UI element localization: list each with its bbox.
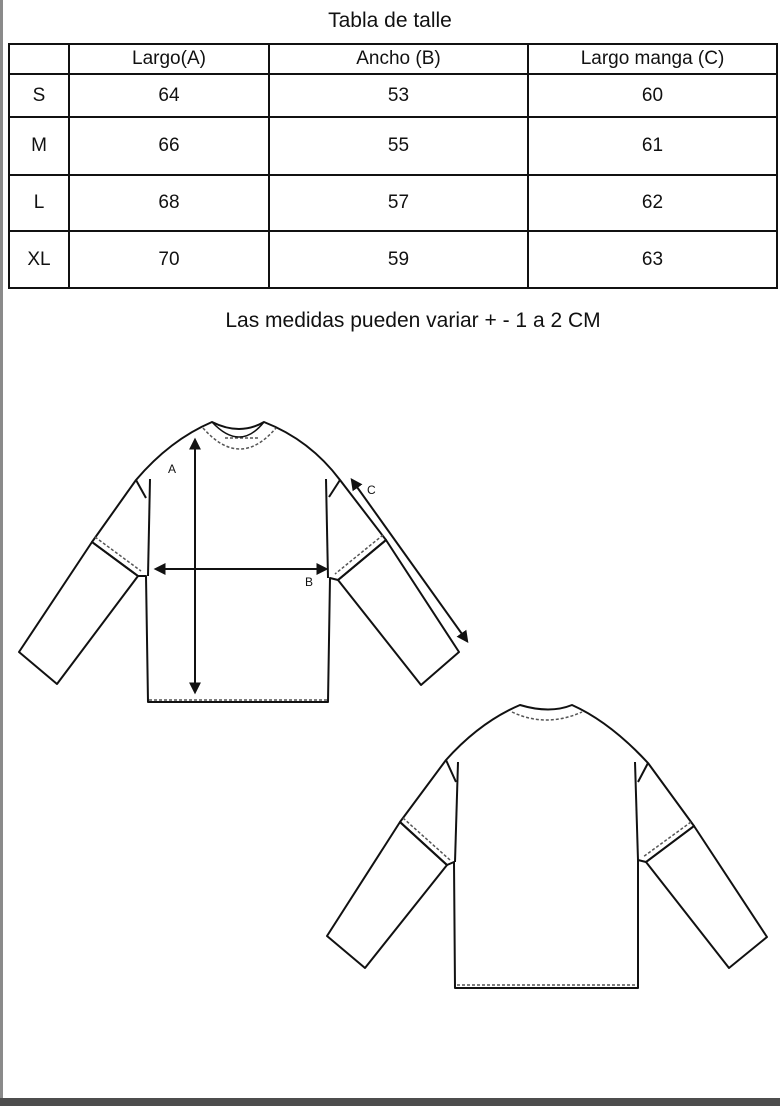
largo-cell: 64 bbox=[69, 74, 269, 117]
page-bottom-bar bbox=[0, 1098, 780, 1106]
size-cell: L bbox=[9, 175, 69, 231]
ancho-cell: 55 bbox=[269, 117, 528, 175]
ancho-cell: 53 bbox=[269, 74, 528, 117]
label-a: A bbox=[168, 462, 177, 476]
largo-cell: 68 bbox=[69, 175, 269, 231]
back-shirt-drawing bbox=[327, 705, 767, 988]
header-largo: Largo(A) bbox=[69, 44, 269, 74]
manga-cell: 62 bbox=[528, 175, 777, 231]
label-c: C bbox=[367, 483, 376, 497]
manga-cell: 61 bbox=[528, 117, 777, 175]
size-cell: S bbox=[9, 74, 69, 117]
label-b: B bbox=[305, 575, 314, 589]
page-title: Tabla de talle bbox=[328, 9, 452, 32]
largo-cell: 66 bbox=[69, 117, 269, 175]
ancho-cell: 57 bbox=[269, 175, 528, 231]
header-ancho: Ancho (B) bbox=[269, 44, 528, 74]
size-cell: M bbox=[9, 117, 69, 175]
largo-cell: 70 bbox=[69, 231, 269, 288]
measurement-note: Las medidas pueden variar + - 1 a 2 CM bbox=[225, 309, 601, 332]
manga-cell: 63 bbox=[528, 231, 777, 288]
ancho-cell: 59 bbox=[269, 231, 528, 288]
manga-cell: 60 bbox=[528, 74, 777, 117]
front-shirt-drawing bbox=[19, 422, 459, 702]
size-cell: XL bbox=[9, 231, 69, 288]
header-manga: Largo manga (C) bbox=[528, 44, 777, 74]
